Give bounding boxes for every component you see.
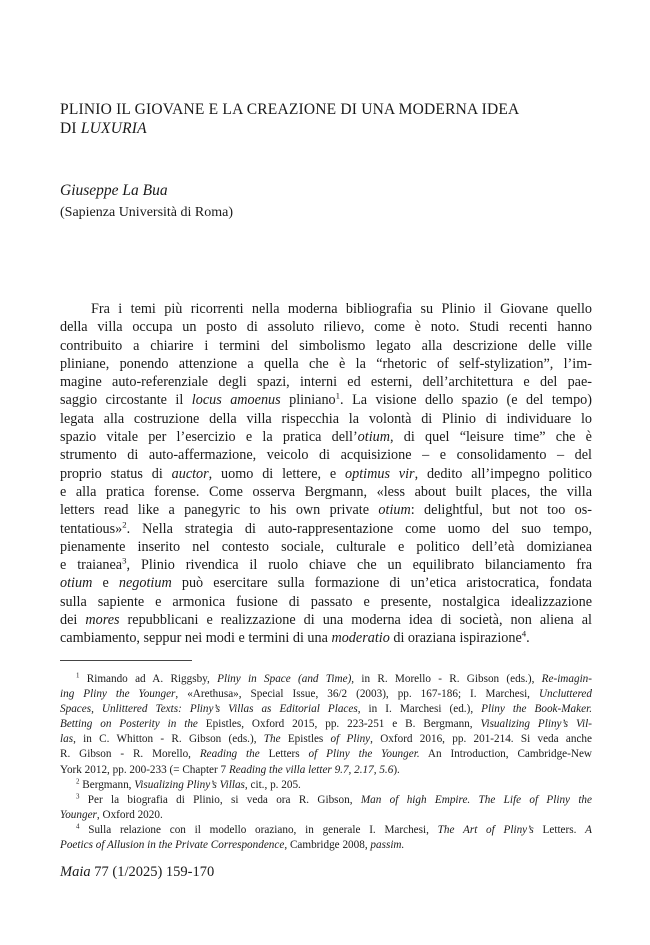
text-run: contribuito a chiarire i termini del simbolismo legato alla descrizione delle ville [60, 337, 592, 354]
footnote-line [60, 838, 592, 853]
body-line [60, 465, 592, 483]
text-run: , Oxford 2016, pp. 201-214. Si veda anche [370, 733, 592, 746]
text-run: letters read like a panegyric to his own private [60, 502, 379, 519]
footnote-line [60, 763, 592, 778]
text-run: York 2012, pp. 200-233 (= Chapter 7 [60, 763, 229, 776]
journal-citation [60, 864, 214, 881]
italic-text: Pliny in Space (and Time), [217, 673, 355, 685]
italic-text: The Art of Pliny’s [437, 823, 534, 836]
body-line [60, 501, 592, 519]
text-run: Epistles, Oxford 2015, pp. 223-251 e B. Bergmann, [197, 718, 481, 731]
italic-text: Betting on Posterity in the [60, 718, 198, 731]
italic-text: Younger [60, 808, 97, 821]
text-run: dei [60, 612, 86, 629]
text-run: ). [393, 763, 400, 776]
footnote-line [60, 793, 592, 808]
italic-text: Visualizing Pliny’s Villas [134, 778, 245, 791]
text-run: , Oxford 2020. [96, 808, 163, 821]
footnote-ref: 1 [76, 671, 80, 680]
footnote-line [60, 732, 592, 747]
text-run: strumento di auto-affermazione, veicolo di acquisizione – e consolidamento – del [60, 447, 592, 464]
italic-text: ing Pliny the Younger [60, 688, 176, 701]
body-line [60, 538, 592, 556]
text-run: repubblicani e realizzazione di una moderna idea di società, non aliena al [119, 612, 592, 629]
text-run: Letters. [533, 823, 586, 836]
text-run: in R. Morello - R. Gibson (eds.), [354, 673, 542, 685]
article-title [60, 100, 580, 138]
journal-name: Maia [60, 864, 91, 880]
footnote-ref: 1 [335, 390, 341, 401]
italic-text: Reading the villa letter 9.7, 2.17, 5.6 [228, 763, 394, 776]
footnote-line [60, 702, 592, 717]
body-line [60, 556, 592, 574]
text-run: , dedito all’impegno politico [414, 465, 592, 482]
italic-text: Reading the [199, 748, 260, 761]
body-line [60, 446, 592, 464]
text-run: , cit., p. 205. [244, 778, 301, 791]
text-run: . La visione dello spazio (e del tempo) [340, 392, 593, 409]
italic-text: las [60, 733, 74, 746]
text-run: saggio circostante il [60, 392, 192, 409]
body-line [60, 410, 592, 428]
text-run: della villa occupa un posto di assoluto rilievo, come è noto. Studi recenti hanno [60, 319, 592, 336]
text-run: proprio status di [60, 465, 172, 482]
footnotes [60, 672, 592, 853]
text-run: , Cambridge 2008, [284, 839, 371, 852]
text-run: Per la biografia di Plinio, si veda ora R. Gibson, [79, 793, 361, 806]
title-line-2-italic: LUXURIA [80, 120, 147, 137]
text-run: pliniane, ponendo attenzione a quella che è la “rhetoric of self-stylization”, l’im- [60, 355, 592, 372]
text-run: e alla pratica forense. Come osserva Bergmann, «less about built places, the villa [60, 483, 592, 500]
author-affiliation: (Sapienza Università di Roma) [60, 205, 234, 220]
body-line [60, 373, 592, 391]
footnote-line [60, 778, 592, 793]
italic-text: otium [60, 575, 93, 592]
text-run: Sulla relazione con il modello oraziano, in generale I. Marchesi, [79, 823, 438, 836]
title-line-1: PLINIO IL GIOVANE E LA CREAZIONE DI UNA MODERNA IDEA [60, 101, 520, 118]
text-run: sulla sapiente e armonica fusione di passato e presente, nostalgica idealizzazione [60, 593, 592, 610]
italic-text: otium [357, 429, 390, 446]
footnote-line [60, 823, 592, 838]
footnote-line [60, 672, 592, 687]
text-run: , uomo di lettere, e [208, 465, 346, 482]
text-run: An Introduction, Cambridge-New [419, 748, 593, 761]
text-run: pienamente inserito nel contesto sociale, culturale e politico dell’età domizianea [60, 538, 592, 555]
footnote-ref: 4 [521, 628, 527, 639]
text-run: spazio vitale per l’esercizio e la pratica dell’ [60, 429, 358, 446]
body-line [60, 318, 592, 336]
body-line [60, 300, 592, 318]
footnote-ref: 3 [122, 555, 127, 566]
text-run: di oraziana ispirazione [389, 630, 522, 647]
body-line [60, 520, 592, 538]
text-run: e [92, 575, 119, 592]
italic-text: moderatio [331, 630, 390, 647]
footnote-separator [60, 660, 192, 661]
body-paragraph [60, 300, 592, 648]
text-run: tentatious» [60, 520, 123, 537]
text-run: , in I. Marchesi (ed.), [357, 703, 482, 716]
body-line [60, 337, 592, 355]
text-run: : delightful, but not too os- [410, 502, 593, 519]
italic-text: Re-imagin- [541, 673, 592, 685]
italic-text: Poetics of Allusion in the Private Correspondence [60, 839, 285, 852]
italic-text: otium [378, 502, 411, 519]
footnote-line [60, 747, 592, 762]
italic-text: auctor [171, 465, 209, 482]
footnote-ref: 2 [76, 776, 80, 785]
text-run: Bergmann, [79, 778, 135, 791]
journal-issue-pages: 77 (1/2025) 159-170 [90, 864, 215, 880]
text-run: Letters [259, 748, 309, 761]
footnote-line [60, 687, 592, 702]
footnote-ref: 2 [122, 518, 127, 529]
body-line [60, 355, 592, 373]
text-run: Rimando ad A. Riggsby, [79, 673, 218, 685]
italic-text: The [263, 733, 281, 746]
text-run: R. Gibson - R. Morello, [60, 748, 200, 761]
body-line [60, 611, 592, 629]
italic-text: optimus vir [345, 465, 415, 482]
footnote-line [60, 808, 592, 823]
body-line [60, 593, 592, 611]
italic-text: Spaces, Unlittered Texts: Pliny’s Villas as Editorial Places [60, 703, 358, 716]
italic-text: Pliny the Book-Maker. [481, 703, 592, 716]
italic-text: negotium [118, 575, 172, 592]
title-line-2-prefix: DI [60, 120, 81, 137]
text-run: Epistles [280, 733, 331, 746]
text-run: magine auto-referenziale degli spazi, interni ed esterni, dell’architettura e del pae- [60, 374, 592, 391]
text-run: , di quel “leisure time” che è [390, 429, 592, 446]
text-run: pliniano [280, 392, 336, 409]
italic-text: passim. [370, 839, 405, 852]
text-run: , in C. Whitton - R. Gibson (eds.), [73, 733, 264, 746]
italic-text: Uncluttered [538, 688, 592, 701]
body-line [60, 483, 592, 501]
text-run: . [526, 630, 530, 647]
text-run: , «Arethusa», Special Issue, 36/2 (2003), pp. 167-186; I. Marchesi, [175, 688, 539, 701]
text-run: . Nella strategia di auto-rappresentazione come uomo del suo tempo, [126, 520, 592, 537]
text-run: , Plinio rivendica il ruolo chiave che un equilibrato bilanciamento fra [126, 557, 593, 574]
body-line [60, 428, 592, 446]
author-name: Giuseppe La Bua [60, 182, 168, 199]
italic-text: Man of high Empire. The Life of Pliny the [360, 793, 592, 806]
italic-text: locus amoenus [191, 392, 281, 409]
text-run: cambiamento, seppur nei modi e termini di una [60, 630, 332, 647]
text-run: legata alla costruzione della villa rispecchia la volontà di Plinio di individuare lo [60, 410, 592, 427]
italic-text: A [585, 823, 592, 836]
footnote-ref: 3 [76, 792, 80, 801]
text-run: e traianea [60, 557, 123, 574]
italic-text: mores [85, 612, 120, 629]
italic-text: of Pliny the Younger. [308, 748, 420, 761]
body-line [60, 391, 592, 409]
footnote-ref: 4 [76, 822, 80, 831]
italic-text: Visualizing Pliny’s Vil- [480, 718, 592, 731]
italic-text: of Pliny [330, 733, 371, 746]
body-line [60, 629, 592, 647]
footnote-line [60, 717, 592, 732]
text-run: Fra i temi più ricorrenti nella moderna bibliografia su Plinio il Giovane quello [91, 301, 592, 317]
body-line [60, 574, 592, 592]
text-run: può esercitare sulla formazione di un’etica aristocratica, fondata [171, 575, 592, 592]
